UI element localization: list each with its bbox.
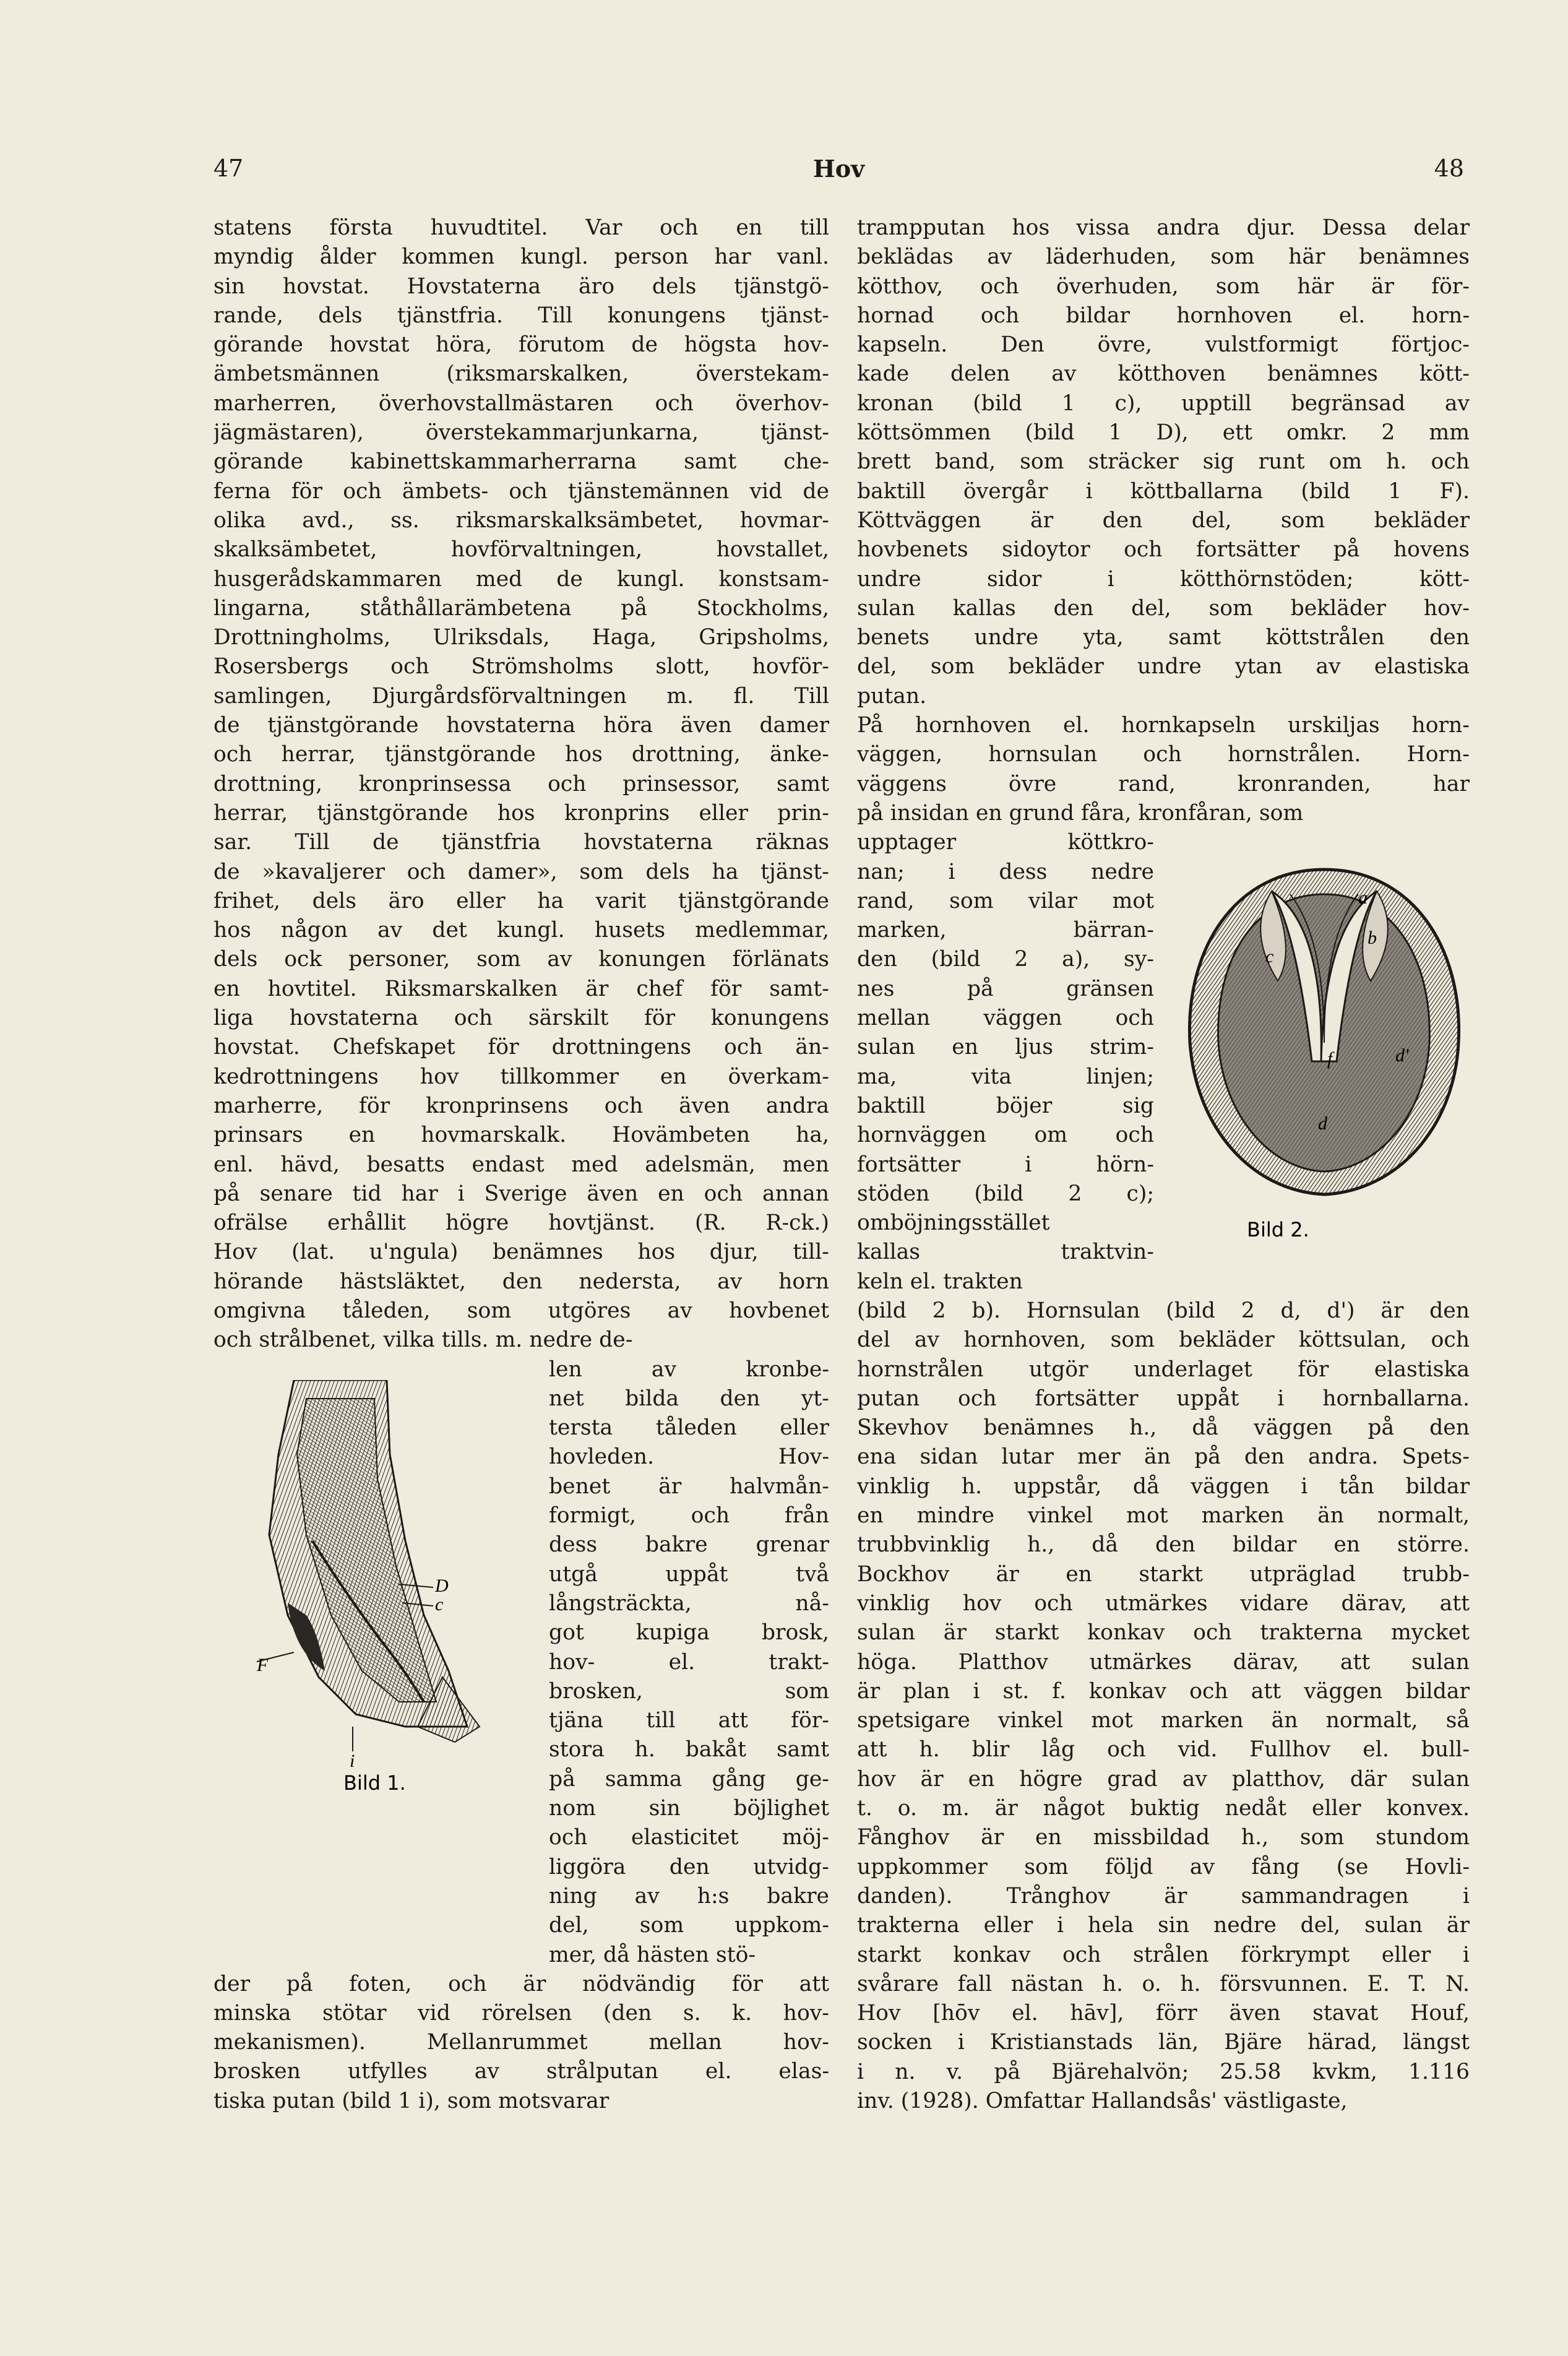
text-line: Rosersbergs och Strömsholms slott, hovför- [213,654,829,680]
running-header [213,155,1464,192]
text-line: ena sidan lutar mer än på den andra. Spets- [857,1444,1470,1470]
text-line: got kupiga brosk, [549,1620,829,1646]
text-line: del, som uppkom- [549,1913,829,1938]
text-line: köttsömmen (bild 1 D), ett omkr. 2 mm [857,420,1470,446]
text-line: hov- el. trakt- [549,1649,829,1675]
figure-2-label-d-prime: d' [1395,1045,1409,1066]
text-line: sar. Till de tjänstfria hovstaterna räknas [213,830,829,855]
figure-2-caption: Bild 2. [1247,1218,1309,1241]
text-line: hovbenets sidoytor och fortsätter på hovens [857,537,1470,563]
text-line: nan; i dess nedre [857,859,1154,884]
figure-1-label-i: i [350,1751,355,1771]
text-line: inv. (1928). Omfattar Hallandsås' västligaste, [857,2089,1348,2113]
text-line: kronan (bild 1 c), upptill begränsad av [857,391,1470,416]
text-line: stöden (bild 2 c); [857,1181,1154,1206]
text-line: nom sin böjlighet [549,1796,829,1821]
text-line: brosken, som [549,1678,829,1704]
text-line: På hornhoven el. hornkapseln urskiljas horn- [857,713,1470,738]
text-line: del av hornhoven, som bekläder köttsulan, och [857,1327,1470,1353]
text-line: Fånghov är en missbildad h., som stundom [857,1825,1470,1850]
text-line: hos någon av det kungl. husets medlemmar, [213,918,829,943]
text-line: hornstrålen utgör underlaget för elastiska [857,1357,1470,1382]
text-line: husgerådskammaren med de kungl. konstsam- [213,566,829,592]
figure-2-label-c: c [1265,946,1274,967]
text-line: omgivna tåleden, som utgöres av hovbenet [213,1298,829,1323]
text-line: danden). Trånghov är sammandragen i [857,1883,1470,1909]
text-line: uppkommer som följd av fång (se Hovli- [857,1854,1470,1879]
text-line: liga hovstaterna och särskilt för konungens [213,1006,829,1031]
text-line: görande hovstat höra, förutom de högsta hov- [213,332,829,358]
left-column-bottom-text [213,1970,829,2116]
text-line: undre sidor i kötthörnstöden; kött- [857,566,1470,592]
text-line: tjäna till att för- [549,1708,829,1733]
text-line: socken i Kristianstads län, Bjäre härad, längst [857,2030,1470,2055]
left-column-top-text [213,214,829,1355]
text-line: och herrar, tjänstgörande hos drottning, änke- [213,742,829,767]
text-line: hörande hästsläktet, den nedersta, av horn [213,1269,829,1294]
text-line: på insidan en grund fåra, kronfåran, som [857,800,1304,826]
text-line: baktill böjer sig [857,1093,1154,1118]
text-line: utgå uppåt två [549,1561,829,1587]
text-line: de tjänstgörande hovstaterna höra även damer [213,713,829,738]
text-line: hovstat. Chefskapet för drottningens och än- [213,1035,829,1060]
text-line: baktill övergår i köttballarna (bild 1 F). [857,478,1470,504]
figure-1-label-c: c [435,1594,444,1615]
text-line: långsträckta, nå- [549,1590,829,1616]
text-line: mellan väggen och [857,1006,1154,1031]
text-line: omböjningsstället [857,1210,1050,1236]
text-line: liggöra den utvidg- [549,1854,829,1879]
text-line: skalksämbetet, hovförvaltningen, hovstallet, [213,537,829,563]
text-line: nes på gränsen [857,976,1154,1001]
text-line: Hov [hōv el. hāv], förr även stavat Houf, [857,2001,1470,2026]
text-line: trubbvinklig h., då den bildar en större. [857,1532,1470,1558]
text-line: del, som bekläder undre ytan av elastiska [857,654,1470,680]
text-line: myndig ålder kommen kungl. person har vanl. [213,244,829,270]
text-line: Drottningholms, Ulriksdals, Haga, Gripsholms, [213,625,829,650]
hoof-section-illustration [220,1380,541,1795]
text-line: t. o. m. är något buktig nedåt eller konvex. [857,1796,1470,1821]
text-line: dels ock personer, som av konungen förlänats [213,947,829,972]
text-line: beklädas av läderhuden, som här benämnes [857,244,1470,270]
text-line: i n. v. på Bjärehalvön; 25.58 kvkm, 1.116 [857,2059,1470,2084]
text-line: dess bakre grenar [549,1532,829,1558]
text-line: kötthov, och överhuden, som här är för- [857,274,1470,299]
text-line: rand, som vilar mot [857,888,1154,913]
text-line: ferna för och ämbets- och tjänstemännen vid de [213,478,829,504]
text-line: samlingen, Djurgårdsförvaltningen m. fl. Till [213,683,829,709]
text-line: på samma gång ge- [549,1766,829,1792]
text-line: putan och fortsätter uppåt i hornballarna. [857,1386,1470,1411]
text-line: en mindre vinkel mot marken än normalt, [857,1503,1470,1529]
text-line: benet är halvmån- [549,1474,829,1499]
page-title: Hov [812,155,865,183]
text-line: rande, dels tjänstfria. Till konungens tjänst- [213,303,829,328]
text-line: der på foten, och är nödvändig för att [213,1971,829,1996]
text-line: sin hovstat. Hovstaterna äro dels tjänstgö- [213,274,829,299]
text-line: ma, vita linjen; [857,1064,1154,1089]
page-number-left: 47 [213,155,244,182]
text-line: marherre, för kronprinsens och även andra [213,1093,829,1118]
text-line: ämbetsmännen (riksmarskalken, överstekam- [213,361,829,387]
text-line: väggens övre rand, kronranden, har [857,771,1470,796]
text-line: herrar, tjänstgörande hos kronprins eller prin- [213,800,829,826]
figure-1-label-F: F [257,1655,269,1675]
text-line: minska stötar vid rörelsen (den s. k. hov- [213,2000,829,2026]
text-line: trakterna eller i hela sin nedre del, sulan är [857,1913,1470,1938]
text-line: spetsigare vinkel mot marken än normalt, så [857,1708,1470,1733]
text-line: är plan i st. f. konkav och att väggen bildar [857,1678,1470,1704]
text-line: görande kabinettskammarherrarna samt che- [213,449,829,475]
left-column [213,214,829,2116]
text-line: ofrälse erhållit högre hovtjänst. (R. R-ck.) [213,1210,829,1236]
text-line: jägmästaren), överstekammarjunkarna, tjänst- [213,420,829,446]
figure-1 [220,1380,541,1795]
text-line: lingarna, ståthållarämbetena på Stockholms, [213,595,829,621]
text-line: kade delen av kötthoven benämnes kött- [857,361,1470,387]
text-line: trampputan hos vissa andra djur. Dessa delar [857,215,1470,240]
page-number-right: 48 [1434,155,1464,182]
text-line: kapseln. Den övre, vulstformigt förtjoc- [857,332,1470,358]
text-line: vinklig hov och utmärkes vidare därav, att [857,1590,1470,1616]
text-line: sulan är starkt konkav och trakterna mycket [857,1620,1470,1646]
text-line: benets undre yta, samt köttstrålen den [857,625,1470,650]
text-line: tiska putan (bild 1 i), som motsvarar [213,2088,610,2113]
text-line: marken, bärran- [857,918,1154,943]
text-line: formigt, och från [549,1503,829,1529]
right-column-bottom-text [857,1297,1470,2116]
text-line: prinsars en hovmarskalk. Hovämbeten ha, [213,1123,829,1148]
figure-1-caption: Bild 1. [343,1771,406,1795]
text-line: väggen, hornsulan och hornstrålen. Horn- [857,742,1470,767]
text-line: och strålbenet, vilka tills. m. nedre de- [213,1327,633,1353]
text-line: vinklig h. uppstår, då väggen i tån bildar [857,1474,1470,1499]
text-line: Hov (lat. u'ngula) benämnes hos djur, till- [213,1240,829,1265]
text-line: och elasticitet möj- [549,1825,829,1850]
figure-1-label-D: D [435,1576,449,1596]
text-line: mekanismen). Mellanrummet mellan hov- [213,2030,829,2055]
left-column-narrow-text [549,1355,829,1970]
right-column-top-text [857,214,1470,828]
text-line: drottning, kronprinsessa och prinsessor, samt [213,771,829,796]
text-line: Bockhov är en starkt utpräglad trubb- [857,1561,1470,1587]
figure-2-label-a: a [1358,887,1368,908]
text-line: hov är en högre grad av platthov, där sulan [857,1766,1470,1792]
text-line: hornad och bildar hornhoven el. horn- [857,303,1470,328]
text-line: hovleden. Hov- [549,1444,829,1470]
text-line: på senare tid har i Sverige även en och annan [213,1181,829,1206]
text-line: brett band, som sträcker sig runt om h. och [857,449,1470,475]
figure-2-label-d: d [1318,1113,1327,1134]
text-line: fortsätter i hörn- [857,1152,1154,1177]
text-line: sulan en ljus strim- [857,1035,1154,1060]
text-line: den (bild 2 a), sy- [857,947,1154,972]
text-line: net bilda den yt- [549,1386,829,1411]
text-line: olika avd., ss. riksmarskalksämbetet, hovmar- [213,507,829,533]
text-line: svårare fall nästan h. o. h. försvunnen. E. T. N. [857,1971,1470,1996]
text-line: tersta tåleden eller [549,1415,829,1441]
text-line: hornväggen om och [857,1123,1154,1148]
text-line: ning av h:s bakre [549,1883,829,1909]
right-column-narrow-text [857,828,1154,1297]
text-line: upptager köttkro- [857,830,1154,855]
text-line: en hovtitel. Riksmarskalken är chef för samt- [213,976,829,1001]
text-line: (bild 2 b). Hornsulan (bild 2 d, d') är den [857,1298,1470,1323]
hoof-underside-illustration [1179,857,1470,1241]
text-line: keln el. trakten [857,1269,1023,1294]
text-line: Skevhov benämnes h., då väggen på den [857,1415,1470,1441]
text-line: putan. [857,683,927,709]
figure-2 [1179,857,1470,1241]
figure-2-label-b: b [1368,928,1377,948]
text-line: att h. blir låg och vid. Fullhov el. bull- [857,1737,1470,1763]
text-line: frihet, dels äro eller ha varit tjänstgörande [213,888,829,913]
text-line: statens första huvudtitel. Var och en till [213,215,829,240]
text-line: de »kavaljerer och damer», som dels ha tjänst- [213,859,829,884]
text-line: sulan kallas den del, som bekläder hov- [857,595,1470,621]
text-line: kedrottningens hov tillkommer en överkam- [213,1064,829,1089]
text-line: kallas traktvin- [857,1240,1154,1265]
text-line: brosken utfylles av strålputan el. elas- [213,2059,829,2084]
figure-2-label-f: f [1327,1048,1333,1069]
text-line: marherren, överhovstallmästaren och överhov- [213,391,829,416]
text-line: len av kronbe- [549,1357,829,1382]
text-line: Köttväggen är den del, som bekläder [857,507,1470,533]
text-line: starkt konkav och strålen förkrympt eller i [857,1942,1470,1967]
text-line: höga. Platthov utmärkes därav, att sulan [857,1649,1470,1675]
text-line: stora h. bakåt samt [549,1737,829,1763]
text-line: enl. hävd, besatts endast med adelsmän, men [213,1152,829,1177]
text-line: mer, då hästen stö- [549,1942,756,1967]
